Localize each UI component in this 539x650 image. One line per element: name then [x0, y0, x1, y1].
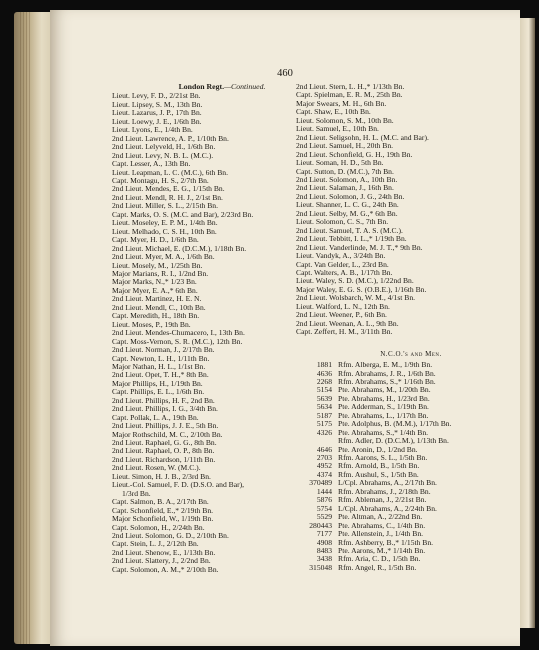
list-item: Capt. Lesser, A., 13th Bn.: [112, 159, 191, 169]
list-item: 2nd Lieut. Stern, L. H.,* 1/13th Bn.: [296, 82, 405, 91]
soldier-name: Pte. Aronin, D., 1/2nd Bn.: [338, 444, 418, 454]
list-item: 2nd Lieut. Weener, P., 6th Bn.: [296, 310, 387, 320]
list-item: 2nd Lieut. Lawrence, A. P., 1/10th Bn.: [112, 133, 229, 143]
list-item: Lieut. Mosely, M., 1/25th Bn.: [112, 260, 203, 270]
list-item: Capt. Salmon, B. A., 2/17th Bn.: [112, 497, 209, 507]
service-number: 4952: [316, 461, 332, 471]
nco-entry-list: [296, 361, 502, 572]
list-item: 2nd Lieut. Martinez, H. E. N.: [112, 294, 202, 304]
soldier-name: Rfm. Angel, R., 1/5th Bn.: [338, 562, 417, 572]
list-item: Capt. Newton, L. H., 1/11th Bn.: [112, 353, 210, 363]
list-item: 2nd Lieut. Phillips, I. G., 3/4th Bn.: [112, 404, 218, 414]
soldier-name: Rfm. Aushul, S., 1/5th Bn.: [338, 469, 419, 479]
list-item: 2nd Lieut. Vanderlinde, M. J. T.,* 9th Bn.: [296, 242, 423, 252]
service-number: 5529: [316, 512, 332, 522]
soldier-name: L/Cpl. Abrahams, A., 2/24th Bn.: [338, 503, 437, 513]
list-item: 2nd Lieut. Tebbitt, I. L.,* 1/19th Bn.: [296, 234, 407, 244]
list-item: Lieut. Walford, L. N., 12th Bn.: [296, 301, 390, 311]
service-number: 315048: [309, 562, 332, 572]
list-item: 2nd Lieut. Myer, M. A., 1/6th Bn.: [112, 252, 215, 262]
soldier-name: Pte. Aarons, M.,* 1/14th Bn.: [338, 546, 426, 556]
soldier-name: Pte. Abrahams, L., 1/17th Bn.: [338, 410, 429, 420]
service-number: 5154: [316, 385, 332, 395]
list-item: Lieut. Samuel, E., 10th Bn.: [296, 124, 379, 134]
service-number: 8483: [316, 546, 332, 556]
list-item: Lieut. Vandyk, A., 3/24th Bn.: [296, 251, 386, 261]
service-number: 5187: [316, 410, 332, 420]
list-item: Major Waley, E. G. S. (O.B.E.), 1/16th Bn.: [296, 284, 427, 294]
service-number: 4646: [316, 444, 332, 454]
soldier-name: Pte. Allenstein, J., 1/4th Bn.: [338, 529, 424, 539]
list-item: Lieut. Waley, S. D. (M.C.), 1/22nd Bn.: [296, 276, 414, 286]
list-item: 2nd Lieut. Selby, M. G.,* 6th Bn.: [296, 208, 398, 218]
list-item: 2nd Lieut. Mendes-Chumacero, I., 13th Bn.: [112, 328, 245, 338]
list-item: Lieut. Lazarus, J. P., 17th Bn.: [112, 108, 202, 118]
soldier-name: Rfm. Ashberry, B.,* 1/15th Bn.: [338, 537, 434, 547]
soldier-name: Pte. Abrahams, M., 1/20th Bn.: [338, 385, 431, 395]
list-item: Major Swears, M. H., 6th Bn.: [296, 98, 387, 108]
list-item: 2nd Lieut. Mendl, C., 10th Bn.: [112, 302, 206, 312]
list-item: 2nd Lieut. Phillips, J. J. E., 5th Bn.: [112, 421, 219, 431]
list-item: Lieut. Leapman, L. C. (M.C.), 6th Bn.: [112, 167, 228, 177]
soldier-name: Rfm. Aarons, S. L., 1/5th Bn.: [338, 453, 428, 463]
list-item: 2nd Lieut. Miller, S. L., 2/15th Bn.: [112, 201, 219, 211]
list-item: 2nd Lieut. Levy, N. B. L. (M.C.).: [112, 150, 214, 160]
service-number: 370489: [309, 478, 332, 488]
list-item: Capt. Sutton, D. (M.C.), 7th Bn.: [296, 166, 394, 176]
list-item: Lieut. Simon, H. J. B., 2/3rd Bn.: [112, 471, 211, 481]
soldier-name: Pte. Abrahams, C., 1/4th Bn.: [338, 520, 426, 530]
list-item: 2nd Lieut. Phillips, H. F., 2nd Bn.: [112, 395, 215, 405]
list-item: Lieut.-Col. Samuel, F. D. (D.S.O. and Bar),: [112, 480, 245, 490]
list-item: Capt. Solomon, A. M.,* 2/10th Bn.: [112, 564, 219, 574]
list-item: Lieut. Loewy, J. E., 1/6th Bn.: [112, 116, 202, 126]
list-item: Capt. Marks, O. S. (M.C. and Bar), 2/23rd Bn.: [112, 209, 254, 219]
page-number: 460: [277, 68, 293, 79]
list-item: Capt. Meredith, H., 18th Bn.: [112, 311, 200, 321]
service-number: 2703: [316, 453, 332, 463]
list-item: 2nd Lieut. Raphael, G. G., 8th Bn.: [112, 438, 217, 448]
facing-page-edge: [519, 18, 535, 628]
right-column: [296, 83, 502, 572]
list-item: 2nd Lieut. Mendl, R. H. J., 2/1st Bn.: [112, 192, 223, 202]
heading-title: London Regt.: [178, 82, 225, 91]
list-item: Capt. Schonfield, E.,* 2/19th Bn.: [112, 505, 214, 515]
right-entry-list: [296, 83, 502, 337]
nco-section-title: N.C.O.'s and Men.: [380, 349, 442, 358]
list-item: Capt. Myer, H. D., 1/6th Bn.: [112, 235, 199, 245]
list-item: Major Rothschild, M. C., 2/10th Bn.: [112, 429, 223, 439]
list-item: Lieut. Levy, F. D., 2/21st Bn.: [112, 91, 201, 101]
list-item: Capt. Shaw, E., 10th Bn.: [296, 107, 371, 117]
list-item: Capt. Spielman, E. R. M., 25th Bn.: [296, 90, 403, 100]
soldier-name: Rfm. Abrahams, S.,* 1/16th Bn.: [338, 376, 436, 386]
list-item: Capt. Moss-Vernon, S. R. (M.C.), 12th Bn.: [112, 336, 243, 346]
list-item: 2nd Lieut. Shenow, E., 1/13th Bn.: [112, 547, 216, 557]
list-item: 2nd Lieut. Michael, E. (D.C.M.), 1/18th Bn.: [112, 243, 247, 253]
service-number: 4374: [316, 469, 332, 479]
soldier-name: Rfm. Abrahams, J. R., 1/6th Bn.: [338, 368, 436, 378]
list-item: 2nd Lieut. Solomon, A., 10th Bn.: [296, 174, 398, 184]
list-item: 2nd Lieut. Salaman, J., 16th Bn.: [296, 183, 394, 193]
list-item: 2nd Lieut. Solomon, G. D., 2/10th Bn.: [112, 531, 229, 541]
list-item: Lieut. Solomon, S. M., 10th Bn.: [296, 115, 394, 125]
list-item: Lieut. Melhado, C. S. H., 10th Bn.: [112, 226, 217, 236]
list-item: Lieut. Solomon, C. S., 7th Bn.: [296, 217, 389, 227]
nco-row: [296, 564, 502, 572]
list-item: Major Myer, E. A.,* 6th Bn.: [112, 285, 198, 295]
list-item: Capt. Stein, L. J., 2/12th Bn.: [112, 539, 199, 549]
service-number: 5754: [316, 503, 332, 513]
section-heading: [112, 83, 314, 91]
soldier-name: Pte. Altman, A., 2/22nd Bn.: [338, 512, 423, 522]
soldier-name: Pte. Adderman, S., 1/19th Bn.: [338, 402, 429, 412]
heading-subtitle: —Continued.: [224, 82, 266, 91]
service-number: 7177: [316, 529, 332, 539]
soldier-name: L/Cpl. Abrahams, A., 2/17th Bn.: [338, 478, 437, 488]
list-item: Major Nathan, H. L., 1/1st Bn.: [112, 361, 206, 371]
list-item: 2nd Lieut. Wolsbarch, W. M., 4/1st Bn.: [296, 293, 416, 303]
list-item: Major Phillips, H., 1/19th Bn.: [112, 378, 203, 388]
list-item: 2nd Lieut. Samuel, H., 20th Bn.: [296, 141, 394, 151]
list-item: 2nd Lieut. Weenan, A. L., 9th Bn.: [296, 318, 399, 328]
service-number: 5634: [316, 402, 332, 412]
list-item: Capt. Phillips, E. L., 1/6th Bn.: [112, 387, 205, 397]
list-item: Capt. Zeffert, H. M., 3/11th Bn.: [296, 327, 393, 337]
list-item: 2nd Lieut. Seligsohn, H. L. (M.C. and Bar).: [296, 132, 429, 142]
left-entry-list: [112, 92, 314, 574]
list-item: 2nd Lieut. Solomon, J. G., 24th Bn.: [296, 191, 405, 201]
service-number: 5175: [316, 419, 332, 429]
soldier-name: Pte. Adolphus, B. (M.M.), 1/17th Bn.: [338, 419, 452, 429]
list-item: Lieut. Soman, H. D., 5th Bn.: [296, 158, 384, 168]
soldier-name: Rfm. Alberga, E. M., 1/9th Bn.: [338, 360, 433, 370]
soldier-name: Pte. Abrahams, H., 1/23rd Bn.: [338, 393, 430, 403]
list-item: 2nd Lieut. Richardson, 1/11th Bn.: [112, 454, 216, 464]
list-item: 2nd Lieut. Slattery, J., 2/2nd Bn.: [112, 556, 211, 566]
list-item: Lieut. Moses, P., 19th Bn.: [112, 319, 191, 329]
list-item: Capt. Walters, A. B., 1/17th Bn.: [296, 267, 393, 277]
list-item: Major Schonfield, W., 1/19th Bn.: [112, 514, 214, 524]
service-number: 4636: [316, 368, 332, 378]
soldier-name: Rfm. Abrahams, J., 2/18th Bn.: [338, 486, 431, 496]
soldier-name: Rfm. Arnold, B., 1/5th Bn.: [338, 461, 420, 471]
list-item: Lieut. Shanner, L. C. G., 24th Bn.: [296, 200, 399, 210]
list-item: 2nd Lieut. Norman, J., 2/17th Bn.: [112, 345, 215, 355]
soldier-name: Rfm. Adler, D. (D.C.M.), 1/13th Bn.: [338, 436, 449, 446]
book-page: [50, 10, 520, 646]
list-item: Capt. Pollak, L. A., 19th Bn.: [112, 412, 199, 422]
service-number: 3438: [316, 554, 332, 564]
service-number: 280443: [309, 520, 332, 530]
soldier-name: Rfm. Aria, C. D., 1/5th Bn.: [338, 554, 421, 564]
list-item: Major Marians, R. I., 1/2nd Bn.: [112, 268, 209, 278]
list-item: Lieut. Moseley, E. P. M., 1/4th Bn.: [112, 218, 218, 228]
service-number: 4326: [316, 427, 332, 437]
list-item: 1/3rd Bn.: [122, 488, 151, 498]
service-number: 4908: [316, 537, 332, 547]
list-item: 2nd Lieut. Opet, T. H.,* 8th Bn.: [112, 370, 209, 380]
service-number: 1881: [316, 360, 332, 370]
list-item: Capt. Van Gelder, L., 23rd Bn.: [296, 259, 389, 269]
service-number: 1444: [316, 486, 332, 496]
list-item: 2nd Lieut. Schonfield, G. H., 19th Bn.: [296, 149, 413, 159]
list-item: Lieut. Lipsey, S. M., 13th Bn.: [112, 99, 203, 109]
soldier-name: Rfm. Ableman, J., 2/21st Bn.: [338, 495, 427, 505]
list-item: 2nd Lieut. Raphael, O. P., 8th Bn.: [112, 446, 215, 456]
list-item: 2nd Lieut. Rosen, W. (M.C.).: [112, 463, 201, 473]
soldier-name: Pte. Abrahams, S.,* 1/4th Bn.: [338, 427, 429, 437]
service-number: 5876: [316, 495, 332, 505]
left-column: [112, 83, 314, 574]
service-number: 5639: [316, 393, 332, 403]
list-item: 2nd Lieut. Mendes, E. G., 1/15th Bn.: [112, 184, 225, 194]
list-item: Capt. Solomon, H., 2/24th Bn.: [112, 522, 205, 532]
list-item: Major Marks, N.,* 1/23 Bn.: [112, 277, 197, 287]
list-item: 2nd Lieut. Samuel, T. A. S. (M.C.).: [296, 225, 403, 235]
list-item: Capt. Montagu, H. S., 2/7th Bn.: [112, 175, 209, 185]
list-item: Lieut. Lyons, E., 1/4th Bn.: [112, 125, 193, 135]
service-number: 2268: [316, 376, 332, 386]
list-item: 2nd Lieut. Lelyveld, H., 1/6th Bn.: [112, 142, 216, 152]
